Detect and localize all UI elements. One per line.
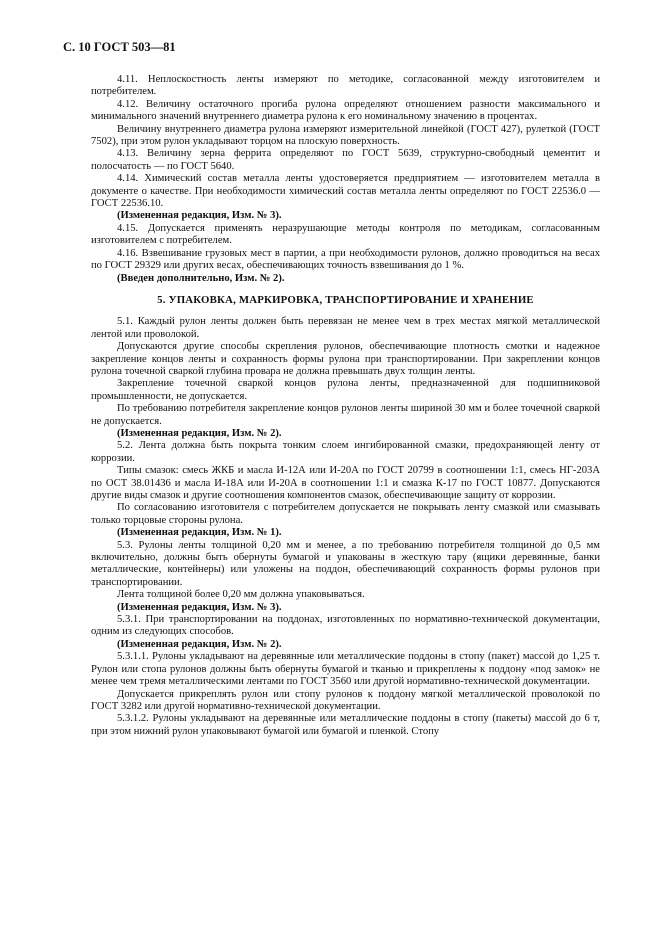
paragraph: По требованию потребителя закрепление концов рулонов ленты шириной 30 мм и более точечной сваркой не допускается.	[91, 403, 600, 427]
paragraph: Допускается прикреплять рулон или стопу рулонов к поддону мягкой металлической проволокой по ГОСТ 3282 или другой нормативно-технической документации.	[91, 688, 600, 712]
paragraph: Закрепление точечной сваркой концов рулона ленты, предназначенной для подшипниковой промышленности, не допускается.	[91, 378, 600, 402]
paragraph: Типы смазок: смесь ЖКБ и масла И-12А или И-20А по ГОСТ 20799 в соотношении 1:1, смесь НГ-203А по ОСТ 38.01436 и масла И-18А или И-20А в соотношении 1:1 и смазка К-17 по ГОСТ 10877. Допускаются другие виды смазок и другие соотношения компонентов смазок, обеспечивающие защиту от коррозии.	[91, 465, 600, 501]
paragraph: 5.3.1.2. Рулоны укладывают на деревянные или металлические поддоны в стопу (пакеты) массой до 6 т, при этом нижний рулон упаковывают бумагой или бумагой и пленкой. Стопу	[91, 713, 600, 737]
paragraph: 5.1. Каждый рулон ленты должен быть перевязан не менее чем в трех местах мягкой металлической лентой или проволокой.	[91, 316, 600, 340]
paragraph: 5.3.1.1. Рулоны укладывают на деревянные или металлические поддоны в стопу (пакет) массой до 1,25 т. Рулон или стопа рулонов должны быть обернуты бумагой и тканью и прикреплены к поддону «под замок» не менее чем тремя металлическими лентами по ГОСТ 3560 или другой нормативно-технической документации.	[91, 651, 600, 688]
paragraph: 4.15. Допускается применять неразрушающие методы контроля по методикам, согласованным изготовителем с потребителем.	[91, 222, 600, 247]
amendment-note: (Измененная редакция, Изм. № 1).	[117, 527, 282, 539]
paragraph: 4.12. Величину остаточного прогиба рулона определяют отношением разности максимального и минимального значений внутреннего диаметра рулона к его номинальному значению в процентах.	[91, 98, 600, 123]
amendment-note: (Измененная редакция, Изм. № 3).	[117, 601, 282, 613]
paragraph: 5.3. Рулоны ленты толщиной 0,20 мм и менее, а по требованию потребителя толщиной до 0,5 мм включительно, должны быть обернуты бумагой и упакованы в жесткую тару (ящики деревянные, банки металлические, контейнеры) или уложены на поддон, обеспечивающий сохранность формы рулонов при транспортировании.	[91, 539, 600, 588]
paragraph: 4.13. Величину зерна феррита определяют по ГОСТ 5639, структурно-свободный цементит и полосчатость — по ГОСТ 5640.	[91, 148, 600, 172]
amendment-note: (Измененная редакция, Изм. № 3).	[117, 210, 282, 222]
paragraph: По согласованию изготовителя с потребителем допускается не покрывать ленту смазкой или смазывать только торцовые стороны рулона.	[91, 502, 600, 526]
amendment-note: (Измененная редакция, Изм. № 2).	[117, 638, 282, 650]
paragraph: 5.2. Лента должна быть покрыта тонким слоем ингибированной смазки, предохраняющей ленту от коррозии.	[91, 440, 600, 464]
paragraph: 4.11. Неплоскостность ленты измеряют по методике, согласованной между изготовителем и потребителем.	[91, 74, 600, 98]
section-heading: 5. УПАКОВКА, МАРКИРОВКА, ТРАНСПОРТИРОВАНИЕ И ХРАНЕНИЕ	[157, 293, 534, 306]
paragraph: Лента толщиной более 0,20 мм должна упаковываться.	[117, 589, 365, 601]
page-header: С. 10 ГОСТ 503—81	[63, 40, 176, 54]
paragraph: 4.16. Взвешивание грузовых мест в партии, а при необходимости рулонов, должно проводиться на весах по ГОСТ 29329 или других весах, обеспечивающих точность взвешивания до 1 %.	[91, 247, 600, 272]
amendment-note: (Измененная редакция, Изм. № 2).	[117, 427, 282, 439]
paragraph: 5.3.1. При транспортировании на поддонах, изготовленных по нормативно-технической документации, одним из следующих способов.	[91, 614, 600, 638]
paragraph: Величину внутреннего диаметра рулона измеряют измерительной линейкой (ГОСТ 427), рулеткой (ГОСТ 7502), при этом рулон укладывают торцом на плоскую поверхность.	[91, 123, 600, 148]
amendment-note: (Введен дополнительно, Изм. № 2).	[117, 272, 285, 284]
paragraph: Допускаются другие способы скрепления рулонов, обеспечивающие плотность смотки и надежное закрепление концов ленты и сохранность формы рулона при транспортировании. При закреплении концов рулона точечной сваркой глубина провара не должна превышать двух толщин ленты.	[91, 341, 600, 377]
paragraph: 4.14. Химический состав металла ленты удостоверяется предприятием — изготовителем металла в документе о качестве. При необходимости химический состав металла ленты определяют по ГОСТ 22536.0 — ГОСТ 22536.10.	[91, 173, 600, 210]
document-body	[91, 74, 600, 738]
